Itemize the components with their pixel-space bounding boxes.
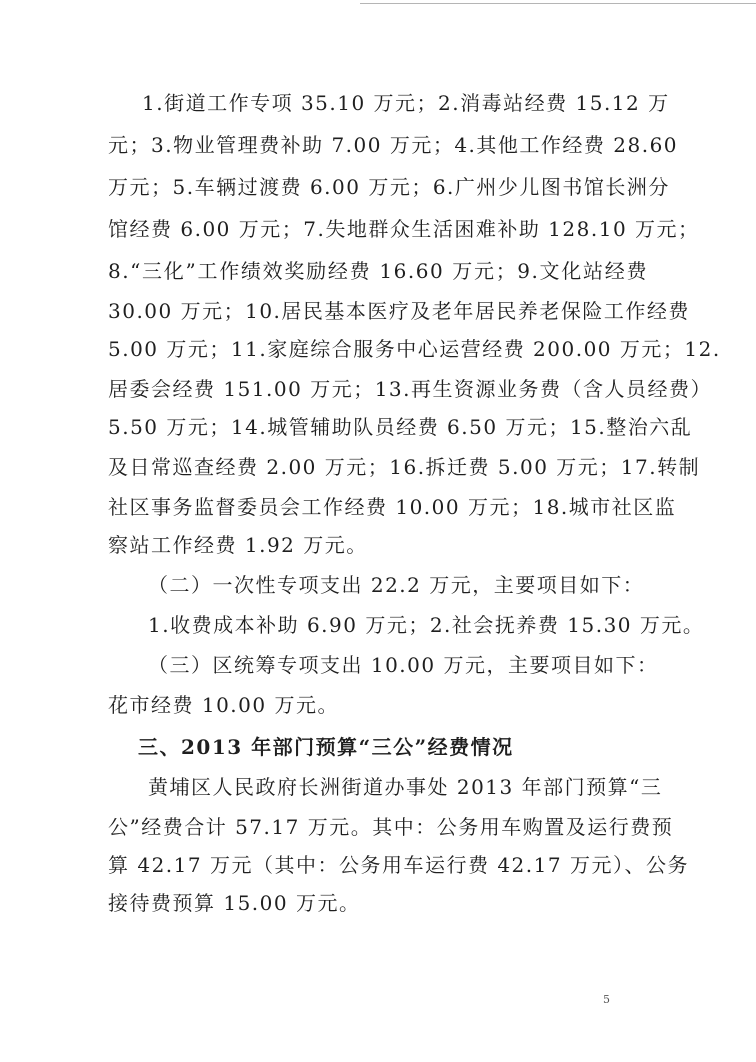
body-line: 算 42.17 万元（其中：公务用车运行费 42.17 万元）、公务	[108, 853, 689, 877]
body-line: 接待费预算 15.00 万元。	[108, 891, 361, 915]
subsection-heading: （二）一次性专项支出 22.2 万元，主要项目如下：	[148, 573, 645, 597]
body-line: 及日常巡查经费 2.00 万元；16.拆迁费 5.00 万元；17.转制	[108, 455, 701, 479]
body-line: 察站工作经费 1.92 万元。	[108, 533, 368, 557]
body-line: 1.收费成本补助 6.90 万元；2.社会抚养费 15.30 万元。	[148, 613, 705, 637]
body-line: 居委会经费 151.00 万元；13.再生资源业务费（含人员经费）	[108, 377, 713, 401]
section-heading: 三、2013 年部门预算“三公”经费情况	[138, 735, 514, 759]
body-line: 8.“三化”工作绩效奖励经费 16.60 万元；9.文化站经费	[108, 259, 648, 283]
body-line: 花市经费 10.00 万元。	[108, 693, 339, 717]
body-line: 黄埔区人民政府长洲街道办事处 2013 年部门预算“三	[148, 775, 663, 799]
body-line: 社区事务监督委员会工作经费 10.00 万元；18.城市社区监	[108, 495, 677, 519]
body-line: 5.50 万元；14.城管辅助队员经费 6.50 万元；15.整治六乱	[108, 415, 693, 439]
body-line: 元；3.物业管理费补助 7.00 万元；4.其他工作经费 28.60	[108, 133, 679, 157]
body-line: 馆经费 6.00 万元；7.失地群众生活困难补助 128.10 万元；	[108, 217, 700, 241]
page-number: 5	[603, 993, 610, 1006]
body-line: 万元；5.车辆过渡费 6.00 万元；6.广州少儿图书馆长洲分	[108, 175, 670, 199]
subsection-heading: （三）区统筹专项支出 10.00 万元，主要项目如下：	[148, 653, 659, 677]
body-line: 5.00 万元；11.家庭综合服务中心运营经费 200.00 万元；12.	[108, 337, 721, 361]
body-line: 公”经费合计 57.17 万元。其中：公务用车购置及运行费预	[108, 815, 674, 839]
body-line: 30.00 万元；10.居民基本医疗及老年居民养老保险工作经费	[108, 299, 690, 323]
body-line: 1.街道工作专项 35.10 万元；2.消毒站经费 15.12 万	[142, 91, 670, 115]
